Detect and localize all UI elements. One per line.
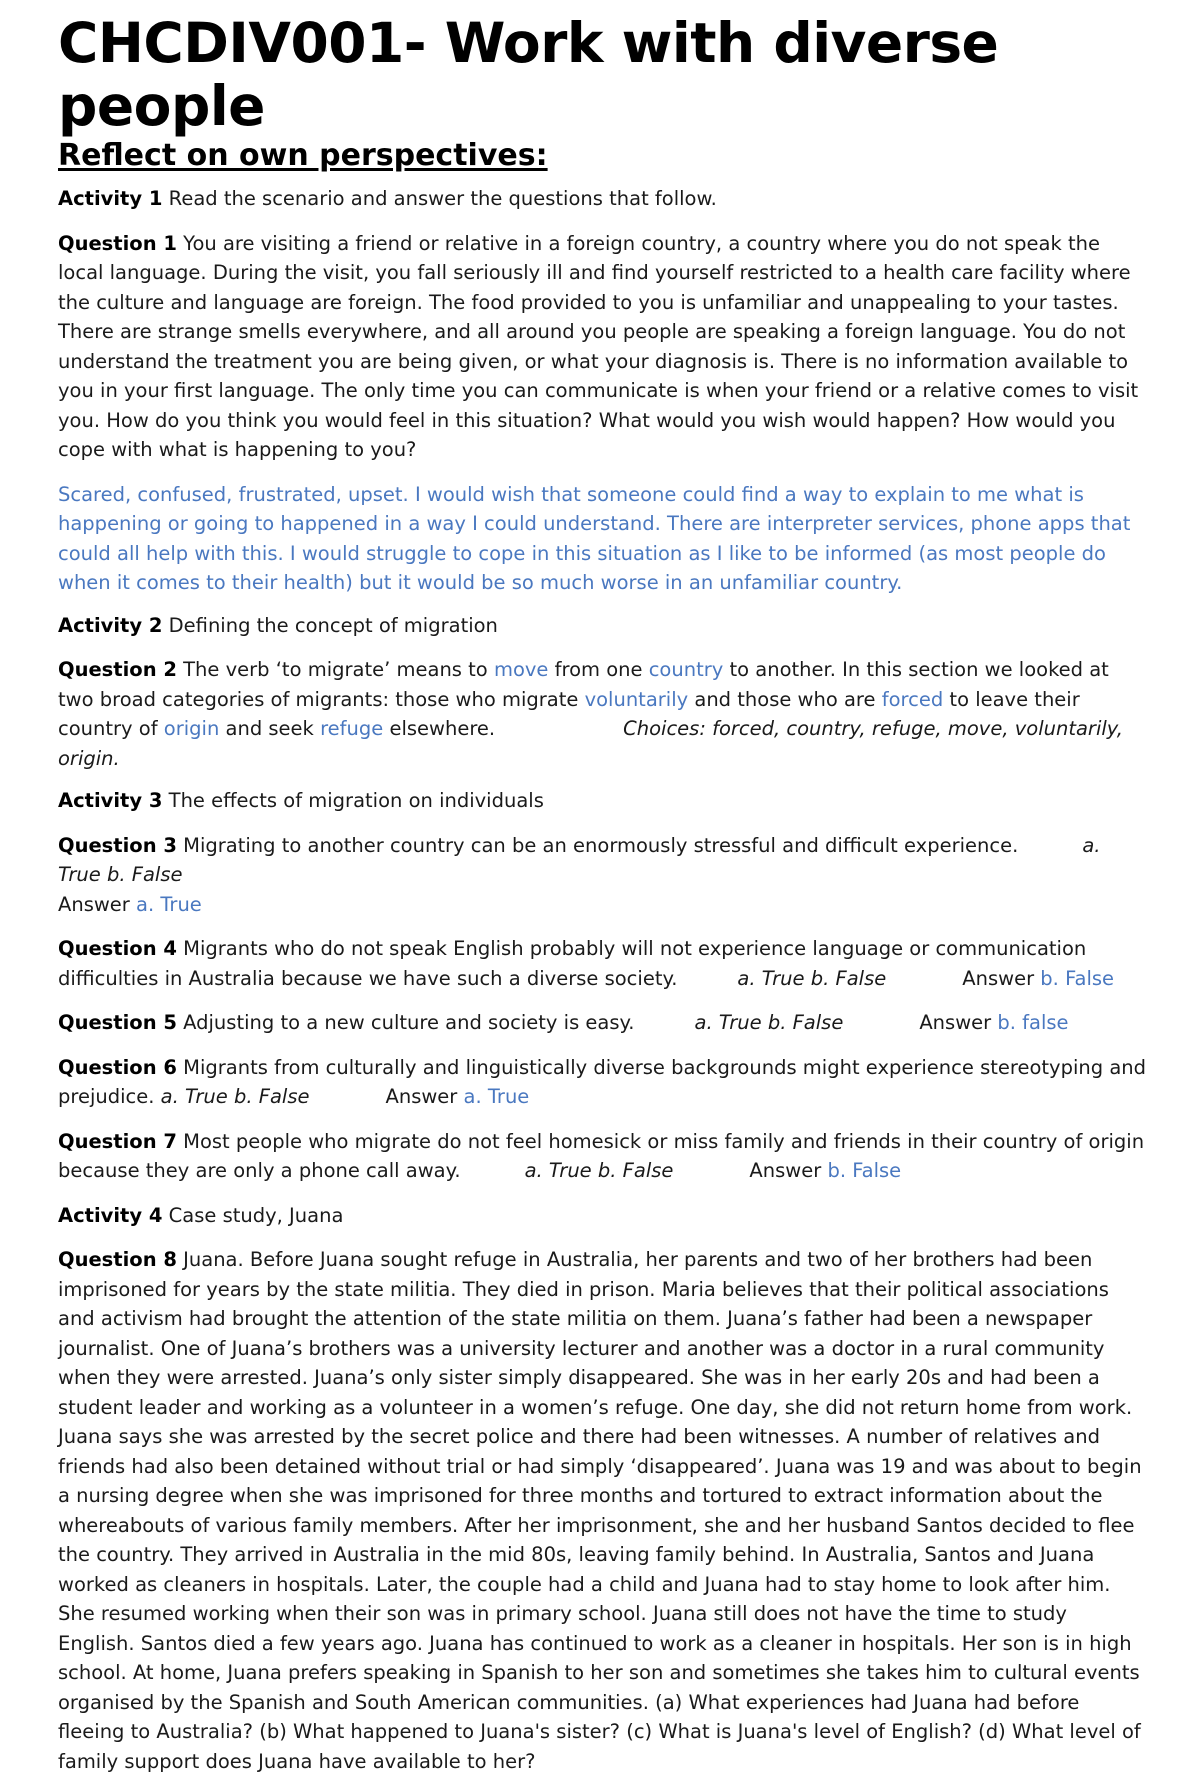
document-page [58,12,1148,1791]
blank-answer: origin [163,717,220,740]
blank-answer: country [648,658,724,681]
answer: a. True [463,1085,530,1108]
activity-label: Activity 3 [58,789,163,812]
options: a. True b. False [524,1159,674,1182]
activity-3: Activity 3 The effects of migration on individuals [58,789,544,812]
question-label: Question 1 [58,231,177,255]
question-3: Question 3 Migrating to another country can be an enormously stressful and difficult experience. a. True b. False Answer a. True [58,833,1101,916]
section-heading: Reflect on own perspectives: [58,138,548,173]
activity-4: Activity 4 Case study, Juana [58,1203,344,1227]
blank-answer: forced [881,687,944,711]
page-title: CHCDIV001- Work with diverse people [58,11,999,138]
question-2: Question 2 The verb ‘to migrate’ means to move from one country to another. In this section we looked at two broad categories of migrants: those who migrate voluntarily and those who are forced to leave their country of origin and seek refuge elsewhere. Choices: forced, country, refuge, move, voluntarily, origin. [58,658,1124,770]
answer-1: Scared, confused, frustrated, upset. I would wish that someone could find a way to explain to me what is happening or going to happened in a way I could understand. There are interpreter services, phone apps that could all help with this. I would struggle to cope in this situation as I like to be informed (as most people do when it comes to their health) but it would be so much worse in an unfamiliar country. [58,482,1131,594]
question-label: Question 7 [58,1129,177,1153]
activity-1: Activity 1 Read the scenario and answer the questions that follow. [58,187,717,210]
question-label: Question 5 [58,1011,177,1034]
question-4: Question 4 Migrants who do not speak English probably will not experience language or communication difficulties in Australia because we have such a diverse society. a. True b. False Answer b. False [58,937,1115,990]
activity-label: Activity 1 [58,187,163,210]
choices-list: Choices: forced, country, refuge, move, voluntarily, origin. [58,717,1124,770]
answer: b. False [827,1159,902,1182]
options: a. True b. False [160,1085,310,1108]
answer: a. True [136,892,202,916]
question-label: Question 4 [58,937,177,960]
options: a. True b. False [694,1011,844,1034]
activity-label: Activity 2 [58,613,163,637]
activity-label: Activity 4 [58,1203,163,1227]
options: a. True b. False [58,833,1101,886]
question-1: Question 1 You are visiting a friend or relative in a foreign country, a country where you do not speak the local language. During the visit, you fall seriously ill and find yourself restricted to a health care facility where the culture and language are foreign. The food provided to you is unfamiliar and unappealing to your tastes. There are strange smells everywhere, and all around you people are speaking a foreign language. You do not understand the treatment you are being given, or what your diagnosis is. There is no information available to you in your first language. The only time you can communicate is when your friend or a relative comes to visit you. How do you think you would feel in this situation? What would you wish would happen? How would you cope with what is happening to you? [58,231,1139,461]
blank-answer: move [493,658,549,681]
question-label: Question 2 [58,658,177,681]
question-8: Question 8 Juana. Before Juana sought refuge in Australia, her parents and two of her brothers had been imprisoned for years by the state militia. They died in prison. Maria believes that their political associations and activism had brought the attention of the state militia on them. Juana’s father had been a newspaper journalist. One of Juana’s brothers was a university lecturer and another was a doctor in a rural community when they were arrested. Juana’s only sister simply disappeared. She was in her early 20s and had been a student leader and working as a volunteer in a women’s refuge. One day, she did not return home from work. Juana says she was arrested by the secret police and there had been witnesses. A number of relatives and friends had also been detained without trial or had simply ‘disappeared’. Juana was 19 and was about to begin a nursing degree when she was imprisoned for three months and tortured to extract information about the whereabouts of various family members. After her imprisonment, she and her husband Santos decided to flee the country. They arrived in Australia in the mid 80s, leaving family behind. In Australia, Santos and Juana worked as cleaners in hospitals. Later, the couple had a child and Juana had to stay home to look after him. She resumed working when their son was in primary school. Juana still does not have the time to study English. Santos died a few years ago. Juana has continued to work as a cleaner in hospitals. Her son is in high school. At home, Juana prefers speaking in Spanish to her son and sometimes she takes him to cultural events organised by the Spanish and South American communities. (a) What experiences had Juana had before fleeing to Australia? (b) What happened to Juana's sister? (c) What is Juana's level of English? (d) What level of family support does Juana have available to her? [58,1248,1142,1773]
blank-answer: voluntarily [584,687,689,711]
question-7: Question 7 Most people who migrate do not feel homesick or miss family and friends in their country of origin because they are only a phone call away. a. True b. False Answer b. False [58,1129,1145,1182]
activity-2: Activity 2 Defining the concept of migration [58,613,498,637]
options: a. True b. False [737,966,887,990]
question-label: Question 6 [58,1055,177,1079]
question-5: Question 5 Adjusting to a new culture and society is easy. a. True b. False Answer b. false [58,1011,1069,1034]
answer: b. False [1040,966,1115,990]
question-label: Question 3 [58,833,177,857]
blank-answer: refuge [320,717,384,740]
question-6: Question 6 Migrants from culturally and linguistically diverse backgrounds might experience stereotyping and prejudice. a. True b. False Answer a. True [58,1055,1147,1108]
answer: b. false [997,1011,1069,1034]
question-label: Question 8 [58,1248,177,1271]
